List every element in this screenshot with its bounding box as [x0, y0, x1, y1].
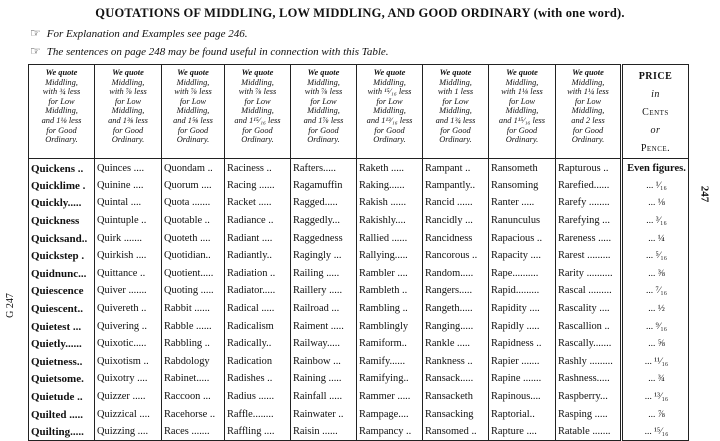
header-line: with 1¼ less [567, 87, 609, 97]
header-line: with ⅞ less [304, 87, 343, 97]
table-row [29, 353, 689, 371]
word-cell: Ransoming [489, 177, 556, 195]
word-cell: Rancid ...... [423, 195, 489, 213]
header-line: We quote [45, 68, 78, 77]
word-cell: Quizzical .... [95, 406, 162, 424]
price-header-line: Pence. [640, 143, 671, 154]
word-cell: Raggedly... [291, 212, 357, 230]
pointing-hand-icon: ☞ [30, 44, 41, 58]
word-cell: Ransometh [489, 159, 556, 178]
header-line: with 1⅛ less [501, 87, 543, 97]
word-cell: Rapine ....... [489, 371, 556, 389]
word-cell: Rareness ..... [556, 230, 622, 248]
word-cell: Quilting..... [29, 423, 95, 441]
word-cell: Rarefied...... [556, 177, 622, 195]
word-cell: Ranter ..... [489, 195, 556, 213]
word-cell: Rampantly.. [423, 177, 489, 195]
word-cell: Rabbit ...... [162, 300, 225, 318]
note-text: For Explanation and Examples see page 246. [46, 28, 248, 40]
word-cell: Raffling .... [225, 423, 291, 441]
table-row [29, 159, 689, 178]
word-cell: Ragged..... [291, 195, 357, 213]
word-cell: Rainfall ..... [291, 388, 357, 406]
header-line: Ordinary. [571, 135, 605, 145]
price-cell: ... ⅛ [622, 195, 689, 213]
word-cell: Quotient..... [162, 265, 225, 283]
word-cell: Quizzing .... [95, 423, 162, 441]
header-line: for Low [508, 96, 536, 106]
word-cell: Quickness [29, 212, 95, 230]
word-cell: Rabbling .. [162, 335, 225, 353]
word-cell: Rascality .... [556, 300, 622, 318]
table-row [29, 318, 689, 336]
word-cell: Quietsome. [29, 371, 95, 389]
word-cell: Quiescent.. [29, 300, 95, 318]
table-row [29, 335, 689, 353]
header-line: and 1¹⁵⁄₁₆ less [498, 115, 546, 125]
word-cell: Rabinet..... [162, 371, 225, 389]
word-cell: Rampant .. [423, 159, 489, 178]
word-cell: Ransack..... [423, 371, 489, 389]
word-cell: Raisin ...... [291, 423, 357, 441]
word-cell: Rarest ......... [556, 247, 622, 265]
table-row [29, 247, 689, 265]
header-line: and 1⅛ less [41, 115, 82, 125]
word-cell: Rapidity .... [489, 300, 556, 318]
word-cell: Rabble ...... [162, 318, 225, 336]
pointing-hand-icon: ☞ [30, 26, 41, 40]
word-cell: Quotable .. [162, 212, 225, 230]
price-cell: Even figures. [622, 159, 689, 178]
word-cell: Rarity .......... [556, 265, 622, 283]
word-cell: Racing ...... [225, 177, 291, 195]
table-row [29, 388, 689, 406]
price-cell: ... ⅜ [622, 265, 689, 283]
word-cell: Rascally....... [556, 335, 622, 353]
word-cell: Rakish ...... [357, 195, 423, 213]
header-line: Middling, [241, 77, 274, 87]
header-line: for Good [374, 125, 405, 135]
header-line: Middling, [176, 106, 210, 116]
word-cell: Random..... [423, 265, 489, 283]
header-line: We quote [439, 68, 472, 77]
word-cell: Ranging..... [423, 318, 489, 336]
word-cell: Rammer ..... [357, 388, 423, 406]
note-explanation [30, 26, 247, 41]
word-cell: Quickly..... [29, 195, 95, 213]
word-cell: Rapture .... [489, 423, 556, 441]
quotation-table [28, 64, 689, 441]
word-cell: Quietly...... [29, 335, 95, 353]
header-line: Middling, [307, 106, 340, 116]
word-cell: Rapinous.... [489, 388, 556, 406]
header-line: We quote [572, 68, 604, 77]
word-cell: Raggedness [291, 230, 357, 248]
header-line: Middling, [307, 77, 340, 87]
price-cell: ... ⅝ [622, 335, 689, 353]
column-header [423, 65, 489, 159]
signature-mark: G 247 [4, 293, 16, 318]
table-row [29, 283, 689, 301]
header-line: Ordinary. [439, 135, 472, 145]
quotation-table-container [28, 64, 688, 438]
word-cell: Ramiform.. [357, 335, 423, 353]
header-line: Middling, [505, 77, 539, 87]
word-cell: Quirk ....... [95, 230, 162, 248]
header-line: Middling, [439, 106, 472, 116]
word-cell: Ransacketh [423, 388, 489, 406]
header-line: We quote [241, 68, 274, 77]
word-cell: Rangeth..... [423, 300, 489, 318]
word-cell: Raining ..... [291, 371, 357, 389]
word-cell: Quoteth .... [162, 230, 225, 248]
header-line: and 1⅝ less [173, 115, 213, 125]
word-cell: Rapturous .. [556, 159, 622, 178]
word-cell: Rancorous .. [423, 247, 489, 265]
word-cell: Rascallion .. [556, 318, 622, 336]
word-cell: Raillery ..... [291, 283, 357, 301]
header-line: Middling, [111, 77, 145, 87]
word-cell: Railing ..... [291, 265, 357, 283]
word-cell: Raffle........ [225, 406, 291, 424]
header-line: for Good [242, 125, 273, 135]
word-cell: Rakishly.... [357, 212, 423, 230]
header-line: We quote [177, 68, 209, 77]
note-sentences [30, 44, 389, 59]
price-cell: ... ⁵⁄₁₆ [622, 247, 689, 265]
word-cell: Rapidly ..... [489, 318, 556, 336]
header-line: Middling, [505, 106, 539, 116]
word-cell: Quizzer ..... [95, 388, 162, 406]
table-row [29, 265, 689, 283]
word-cell: Rambleth .. [357, 283, 423, 301]
word-cell: Quinces .... [95, 159, 162, 178]
price-cell: ... ¹³⁄₁₆ [622, 388, 689, 406]
column-header [556, 65, 622, 159]
header-line: We quote [373, 68, 406, 77]
price-cell: ... ¹¹⁄₁₆ [622, 353, 689, 371]
price-header [622, 65, 689, 159]
header-line: Ordinary. [307, 135, 340, 145]
word-cell: Quickens .. [29, 159, 95, 178]
header-line: for Good [506, 125, 538, 135]
word-cell: Quicklime . [29, 177, 95, 195]
word-cell: Ratable ....... [556, 423, 622, 441]
header-line: Middling, [571, 106, 605, 116]
word-cell: Rapier ....... [489, 353, 556, 371]
header-line: for Good [308, 125, 339, 135]
word-cell: Raccoon ... [162, 388, 225, 406]
word-cell: Quinine .... [95, 177, 162, 195]
page-title: QUOTATIONS OF MIDDLING, LOW MIDDLING, AND GOOD ORDINARY (with one word). [95, 6, 625, 20]
word-cell: Quittance .. [95, 265, 162, 283]
word-cell: Quintal .... [95, 195, 162, 213]
price-cell: ... ½ [622, 300, 689, 318]
word-cell: Rafters..... [291, 159, 357, 178]
header-line: with ⅞ less [238, 87, 277, 97]
word-cell: Quietude .. [29, 388, 95, 406]
table-body [29, 159, 689, 441]
word-cell: Rainwater .. [291, 406, 357, 424]
word-cell: Ramify...... [357, 353, 423, 371]
word-cell: Railroad ... [291, 300, 357, 318]
header-line: for Low [114, 96, 142, 106]
word-cell: Quondam .. [162, 159, 225, 178]
price-cell: ... ¼ [622, 230, 689, 248]
word-cell: Quotidian.. [162, 247, 225, 265]
word-cell: Quidnunc... [29, 265, 95, 283]
word-cell: Rasping ..... [556, 406, 622, 424]
column-header [291, 65, 357, 159]
column-header [29, 65, 95, 159]
column-header [357, 65, 423, 159]
word-cell: Rampancy .. [357, 423, 423, 441]
table-row [29, 212, 689, 230]
header-line: for Good [46, 125, 77, 135]
word-cell: Raciness .. [225, 159, 291, 178]
header-line: with 1 less [437, 87, 474, 97]
header-line: Ordinary. [111, 135, 145, 145]
word-cell: Railway..... [291, 335, 357, 353]
word-cell: Radically.. [225, 335, 291, 353]
word-cell: Radiator..... [225, 283, 291, 301]
word-cell: Raptorial.. [489, 406, 556, 424]
word-cell: Quorum .... [162, 177, 225, 195]
column-header [95, 65, 162, 159]
table-row [29, 230, 689, 248]
header-line: for Good [177, 125, 209, 135]
header-line: for Low [574, 96, 602, 106]
word-cell: Rashness..... [556, 371, 622, 389]
word-cell: Quixotry .... [95, 371, 162, 389]
word-cell: Radiance .. [225, 212, 291, 230]
header-line: Ordinary. [505, 135, 539, 145]
word-cell: Quicksand.. [29, 230, 95, 248]
word-cell: Radicalism [225, 318, 291, 336]
header-line: and 2 less [571, 115, 605, 125]
word-cell: Rarefying ... [556, 212, 622, 230]
table-row [29, 300, 689, 318]
price-header-line: PRICE [638, 71, 673, 82]
header-line: We quote [112, 68, 144, 77]
word-cell: Ranunculus [489, 212, 556, 230]
header-line: and 1¾ less [435, 115, 476, 125]
word-cell: Rallying..... [357, 247, 423, 265]
table-row [29, 371, 689, 389]
word-cell: Rambling .. [357, 300, 423, 318]
word-cell: Quilted ..... [29, 406, 95, 424]
header-line: for Low [179, 96, 207, 106]
word-cell: Radical ..... [225, 300, 291, 318]
word-cell: Ransacking [423, 406, 489, 424]
price-cell: ... ⁷⁄₁₆ [622, 283, 689, 301]
word-cell: Quivering .. [95, 318, 162, 336]
table-row [29, 406, 689, 424]
header-line: and 1¹³⁄₁₆ less [366, 115, 413, 125]
table-row [29, 423, 689, 441]
word-cell: Racket ..... [225, 195, 291, 213]
word-cell: Quickstep . [29, 247, 95, 265]
price-cell: ... ⁹⁄₁₆ [622, 318, 689, 336]
header-line: Ordinary. [45, 135, 78, 145]
price-cell: ... ³⁄₁₆ [622, 212, 689, 230]
word-cell: Quietness.. [29, 353, 95, 371]
header-line: for Good [112, 125, 144, 135]
header-line: and 1⅜ less [108, 115, 148, 125]
word-cell: Raketh ..... [357, 159, 423, 178]
word-cell: Quiver ....... [95, 283, 162, 301]
header-line: with ¹⁵⁄₁₆ less [367, 87, 412, 97]
word-cell: Radius ...... [225, 388, 291, 406]
word-cell: Rampage.... [357, 406, 423, 424]
header-line: for Low [442, 96, 469, 106]
word-cell: Quixotic..... [95, 335, 162, 353]
header-line: Ordinary. [373, 135, 406, 145]
header-line: for Low [244, 96, 271, 106]
header-line: for Good [572, 125, 604, 135]
word-cell: Radishes .. [225, 371, 291, 389]
header-line: with ¾ less [42, 87, 81, 97]
header-line: for Low [48, 96, 75, 106]
header-line: Middling, [439, 77, 472, 87]
word-cell: Rangers..... [423, 283, 489, 301]
word-cell: Rabdology [162, 353, 225, 371]
word-cell: Rashly ......... [556, 353, 622, 371]
price-cell: ... ⅞ [622, 406, 689, 424]
word-cell: Rallied ...... [357, 230, 423, 248]
word-cell: Quintuple .. [95, 212, 162, 230]
column-header [162, 65, 225, 159]
word-cell: Racehorse .. [162, 406, 225, 424]
word-cell: Rancidly ... [423, 212, 489, 230]
word-cell: Quoting ..... [162, 283, 225, 301]
word-cell: Raiment ..... [291, 318, 357, 336]
word-cell: Rancidness [423, 230, 489, 248]
header-line: for Low [310, 96, 337, 106]
header-line: with ⅞ less [109, 87, 147, 97]
price-cell: ... ¹⁵⁄₁₆ [622, 423, 689, 441]
header-line: for Good [440, 125, 471, 135]
header-line: Middling, [176, 77, 210, 87]
header-line: with ⅞ less [174, 87, 212, 97]
word-cell: Rapid......... [489, 283, 556, 301]
word-cell: Radiant .... [225, 230, 291, 248]
header-line: and 1⅞ less [303, 115, 344, 125]
price-header-line: or [650, 125, 661, 136]
table-row [29, 177, 689, 195]
header-line: We quote [307, 68, 340, 77]
word-cell: Rapacious .. [489, 230, 556, 248]
header-line: Middling, [571, 77, 605, 87]
word-cell: Ragamuffin [291, 177, 357, 195]
header-line: Middling, [373, 106, 406, 116]
word-cell: Rankle ..... [423, 335, 489, 353]
header-line: Ordinary. [241, 135, 274, 145]
header-line: and 1¹⁵⁄₁₆ less [234, 115, 281, 125]
header-line: Middling, [241, 106, 274, 116]
header-line: Middling, [111, 106, 145, 116]
word-cell: Quietest ... [29, 318, 95, 336]
word-cell: Radication [225, 353, 291, 371]
word-cell: Radiantly.. [225, 247, 291, 265]
header-line: We quote [506, 68, 538, 77]
page-number: 247 [697, 185, 710, 203]
header-line: Middling, [373, 77, 406, 87]
word-cell: Rapidness .. [489, 335, 556, 353]
price-cell: ... ¾ [622, 371, 689, 389]
header-line: Middling, [45, 106, 78, 116]
word-cell: Quota ....... [162, 195, 225, 213]
header-line: Ordinary. [176, 135, 210, 145]
word-cell: Rainbow ... [291, 353, 357, 371]
price-header-line: Cents [642, 107, 669, 118]
word-cell: Ransomed .. [423, 423, 489, 441]
word-cell: Quivereth .. [95, 300, 162, 318]
word-cell: Rape.......... [489, 265, 556, 283]
word-cell: Quirkish .... [95, 247, 162, 265]
header-line: Middling, [45, 77, 78, 87]
note-text: The sentences on page 248 may be found useful in connection with this Table. [46, 46, 389, 58]
word-cell: Quiescence [29, 283, 95, 301]
word-cell: Ramifying.. [357, 371, 423, 389]
column-header [225, 65, 291, 159]
word-cell: Quixotism .. [95, 353, 162, 371]
word-cell: Raking...... [357, 177, 423, 195]
header-line: for Low [376, 96, 403, 106]
price-cell: ... ¹⁄₁₆ [622, 177, 689, 195]
word-cell: Ragingly ... [291, 247, 357, 265]
table-row [29, 195, 689, 213]
word-cell: Rarefy ........ [556, 195, 622, 213]
column-header [489, 65, 556, 159]
word-cell: Rambler .... [357, 265, 423, 283]
table-header-row [29, 65, 689, 159]
word-cell: Rankness .. [423, 353, 489, 371]
price-header-line: in [651, 89, 660, 100]
word-cell: Radiation .. [225, 265, 291, 283]
word-cell: Raspberry... [556, 388, 622, 406]
word-cell: Races ....... [162, 423, 225, 441]
word-cell: Rascal ......... [556, 283, 622, 301]
word-cell: Ramblingly [357, 318, 423, 336]
word-cell: Rapacity .... [489, 247, 556, 265]
